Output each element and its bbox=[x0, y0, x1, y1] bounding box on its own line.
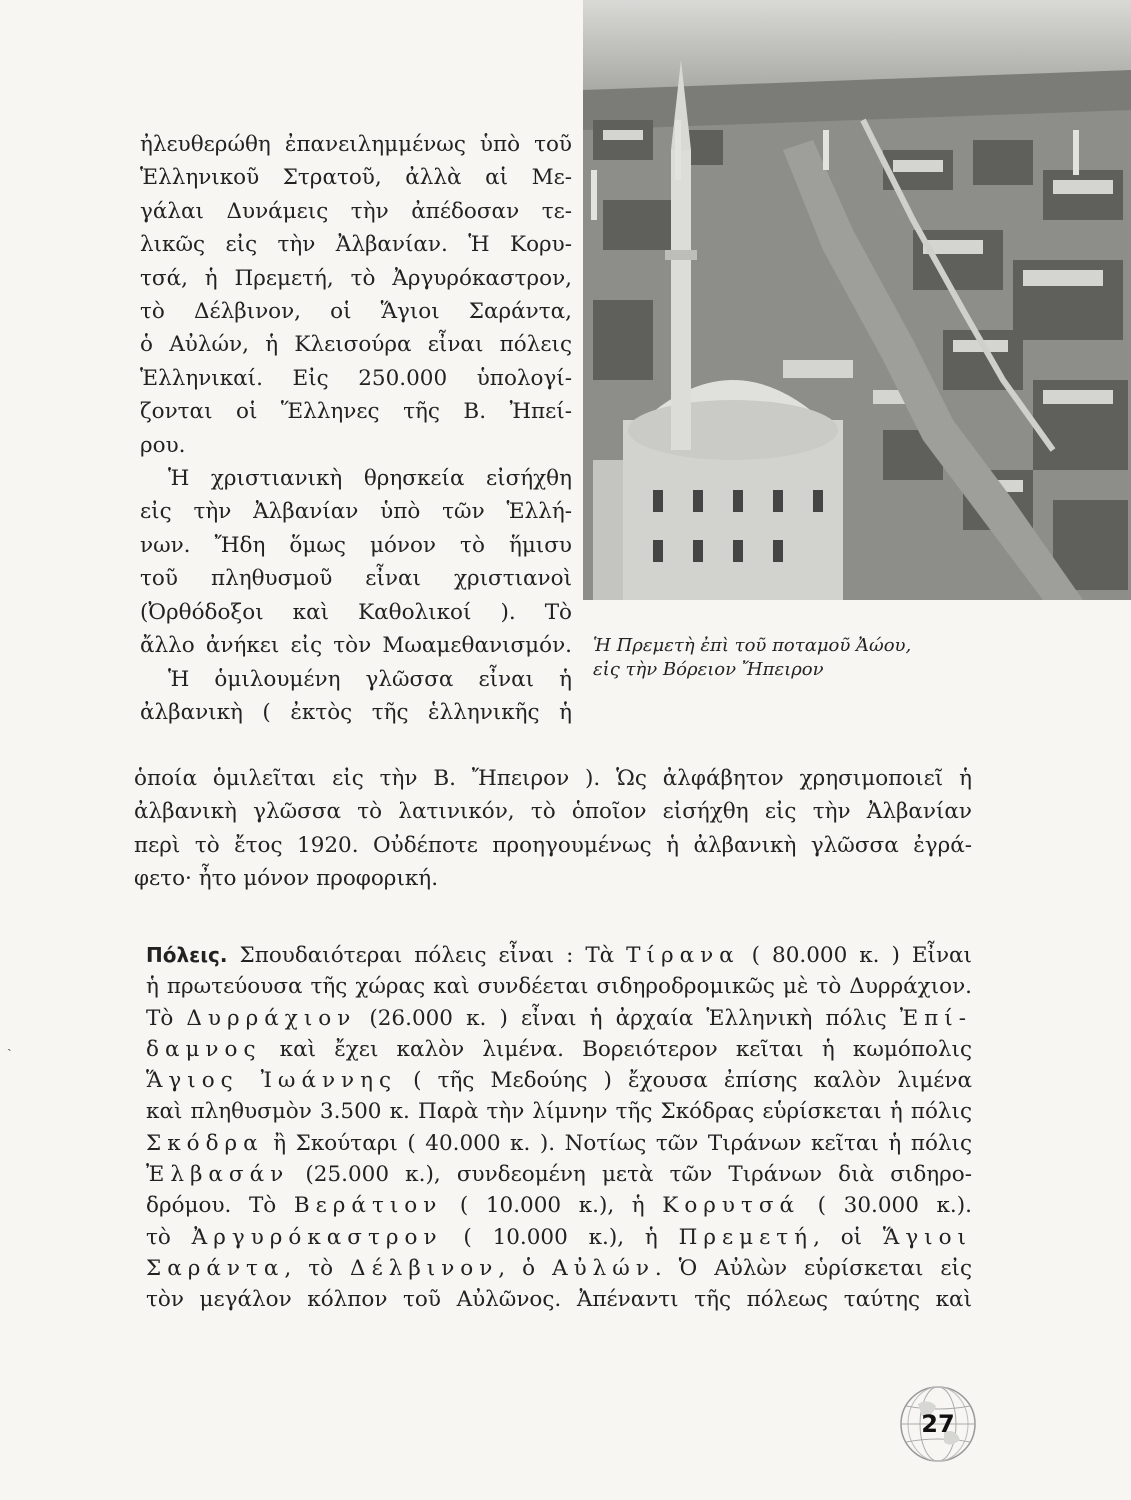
text-run: ἢ Σκούταρι ( 40.000 κ. ). Νοτίως τῶν Τιράνων κεῖται ἡ πόλις bbox=[263, 1130, 972, 1156]
city-name: Ἅγιος Ἰωάννης bbox=[146, 1068, 398, 1094]
text-run: . Ὁ Αὐλὼν εὑρίσκεται εἰς bbox=[654, 1255, 973, 1281]
city-name: Ἀργυρόκαστρον bbox=[191, 1224, 443, 1250]
city-name: Σαράντα bbox=[146, 1255, 285, 1281]
text-line: φετο· ἦτο μόνον προφορική. bbox=[134, 866, 439, 892]
text-line bbox=[146, 1003, 972, 1034]
text-line: εἰς τὴν Ἀλβανίαν ὑπὸ τῶν Ἑλλή- bbox=[140, 499, 572, 525]
text-line bbox=[146, 940, 972, 971]
caption-line: εἰς τὴν Βόρειον Ἤπειρον bbox=[593, 659, 824, 680]
text-line: ἠλευθερώθη ἐπανειλημμένως ὑπὸ τοῦ bbox=[140, 132, 572, 157]
caption-line: Ἡ Πρεμετὴ ἐπὶ τοῦ ποταμοῦ Ἀώου, bbox=[593, 635, 912, 656]
text-line: ἀλβανικὴ ( ἐκτὸς τῆς ἑλληνικῆς ἡ bbox=[140, 699, 572, 725]
mosque-town-photo-icon bbox=[583, 0, 1131, 600]
margin-mark: ˏ bbox=[7, 1036, 12, 1052]
text-run: ( 30.000 κ.). bbox=[800, 1193, 972, 1219]
full-width-text bbox=[134, 762, 972, 896]
text-line bbox=[146, 1034, 972, 1065]
text-run: Τὸ bbox=[146, 1005, 187, 1031]
city-name: Σκόδρα bbox=[146, 1130, 264, 1156]
text-run: τὸν μεγάλον κόλπον τοῦ Αὐλῶνος. Ἀπέναντι τῆς πόλεως ταύτης καὶ bbox=[146, 1287, 972, 1313]
text-run: ( 10.000 κ.), ἡ bbox=[442, 1193, 663, 1219]
text-run: (26.000 κ. ) εἶναι ἡ ἀρχαία Ἑλληνικὴ πόλις bbox=[356, 1005, 900, 1031]
text-line: Ἑλληνικαί. Εἰς 250.000 ὑπολογί- bbox=[140, 365, 572, 391]
text-line: Ἡ ὁμιλουμένη γλῶσσα εἶναι ἡ bbox=[168, 666, 572, 692]
city-name: Δέλβινον bbox=[350, 1255, 499, 1281]
text-run: δρόμου. Τὸ bbox=[146, 1193, 294, 1219]
text-line bbox=[146, 1159, 972, 1190]
city-name: Δυρράχιον bbox=[186, 1005, 357, 1031]
city-name: Τίρανα bbox=[626, 943, 740, 968]
text-run: ( 80.000 κ. ) Εἶναι bbox=[739, 943, 972, 968]
text-line: λικῶς εἰς τὴν Ἀλβανίαν. Ἡ Κορυ- bbox=[140, 232, 572, 258]
city-name: Κορυτσά bbox=[662, 1193, 801, 1219]
text-run: , οἱ bbox=[813, 1224, 883, 1250]
text-run: ( τῆς Μεδούης ) ἔχουσα ἐπίσης καλὸν λιμένα bbox=[397, 1068, 973, 1094]
text-line: ρου. bbox=[140, 432, 186, 458]
text-run: , ὁ bbox=[498, 1255, 553, 1281]
text-run: (25.000 κ.), συνδεομένη μετὰ τῶν Τιράνων διὰ σιδηρο- bbox=[289, 1162, 972, 1188]
text-line: Ἑλληνικοῦ Στρατοῦ, ἀλλὰ αἱ Με- bbox=[140, 165, 572, 191]
text-line bbox=[146, 971, 972, 1002]
text-line bbox=[146, 1190, 972, 1221]
city-name: Ἅγιοι bbox=[882, 1224, 972, 1250]
text-run: καὶ πληθυσμὸν 3.500 κ. Παρὰ τὴν λίμνην τῆς Σκόδρας εὑρίσκεται ἡ πόλις bbox=[146, 1099, 972, 1125]
city-name: Ἐπί- bbox=[899, 1005, 972, 1031]
city-name: δαμνος bbox=[146, 1036, 262, 1062]
city-name: Ἐλβασάν bbox=[146, 1162, 290, 1188]
city-name: Αὐλών bbox=[552, 1255, 655, 1281]
text-line: ὁ Αὐλών, ἡ Κλεισούρα εἶναι πόλεις bbox=[140, 332, 572, 358]
section-heading: Πόλεις. bbox=[146, 943, 228, 967]
text-line: περὶ τὸ ἔτος 1920. Οὐδέποτε προηγουμένως ἡ ἀλβανικὴ γλῶσσα ἐγρά- bbox=[134, 832, 972, 858]
text-line: Ἡ χριστιανικὴ θρησκεία εἰσήχθη bbox=[168, 466, 572, 492]
text-line: ἀλβανικὴ γλῶσσα τὸ λατινικόν, τὸ ὁποῖον εἰσήχθη εἰς τὴν Ἀλβανίαν bbox=[134, 799, 972, 825]
text-line bbox=[146, 1222, 972, 1253]
text-run: τὸ bbox=[146, 1224, 192, 1250]
city-name: Βεράτιον bbox=[293, 1193, 443, 1219]
text-run: , τὸ bbox=[284, 1255, 351, 1281]
page-number: 27 bbox=[921, 1410, 955, 1438]
text-line: τσά, ἡ Πρεμετή, τὸ Ἀργυρόκαστρον, bbox=[140, 265, 572, 291]
cities-section bbox=[146, 940, 972, 1316]
text-line: ὁποία ὁμιλεῖται εἰς τὴν Β. Ἤπειρον ). Ὡς ἀλφάβητον χρησιμοποιεῖ ἡ bbox=[134, 766, 972, 791]
text-run: καὶ ἔχει καλὸν λιμένα. Βορειότερον κεῖται ἡ κωμόπολις bbox=[261, 1036, 972, 1062]
text-line bbox=[146, 1065, 972, 1096]
photo-caption bbox=[593, 634, 1013, 682]
text-line: τὸ Δέλβινον, οἱ Ἅγιοι Σαράντα, bbox=[140, 299, 572, 325]
text-line: νων. Ἤδη ὅμως μόνον τὸ ἥμισυ bbox=[140, 532, 572, 558]
text-line: τοῦ πληθυσμοῦ εἶναι χριστιανοὶ bbox=[140, 566, 572, 592]
text-line: (Ὀρθόδοξοι καὶ Καθολικοί ). Τὸ bbox=[140, 599, 572, 625]
text-line: γάλαι Δυνάμεις τὴν ἀπέδοσαν τε- bbox=[140, 198, 572, 224]
text-line bbox=[146, 1284, 972, 1315]
text-run: ( 10.000 κ.), ἡ bbox=[442, 1224, 679, 1250]
text-line bbox=[146, 1096, 972, 1127]
text-line bbox=[146, 1128, 972, 1159]
left-column-text bbox=[140, 128, 572, 729]
city-name: Πρεμετή bbox=[678, 1224, 814, 1250]
text-line: ζονται οἱ Ἕλληνες τῆς Β. Ἠπεί- bbox=[140, 399, 572, 425]
text-run: ἡ πρωτεύουσα τῆς χώρας καὶ συνδέεται σιδηροδρομικῶς μὲ τὸ Δυρράχιον. bbox=[146, 974, 972, 1000]
text-line bbox=[146, 1253, 972, 1284]
text-line: ἄλλο ἀνήκει εἰς τὸν Μωαμεθανισμόν. bbox=[140, 633, 572, 659]
preveza-photo bbox=[583, 0, 1131, 600]
text-run: Σπουδαιότεραι πόλεις εἶναι : Τὰ bbox=[239, 943, 627, 968]
